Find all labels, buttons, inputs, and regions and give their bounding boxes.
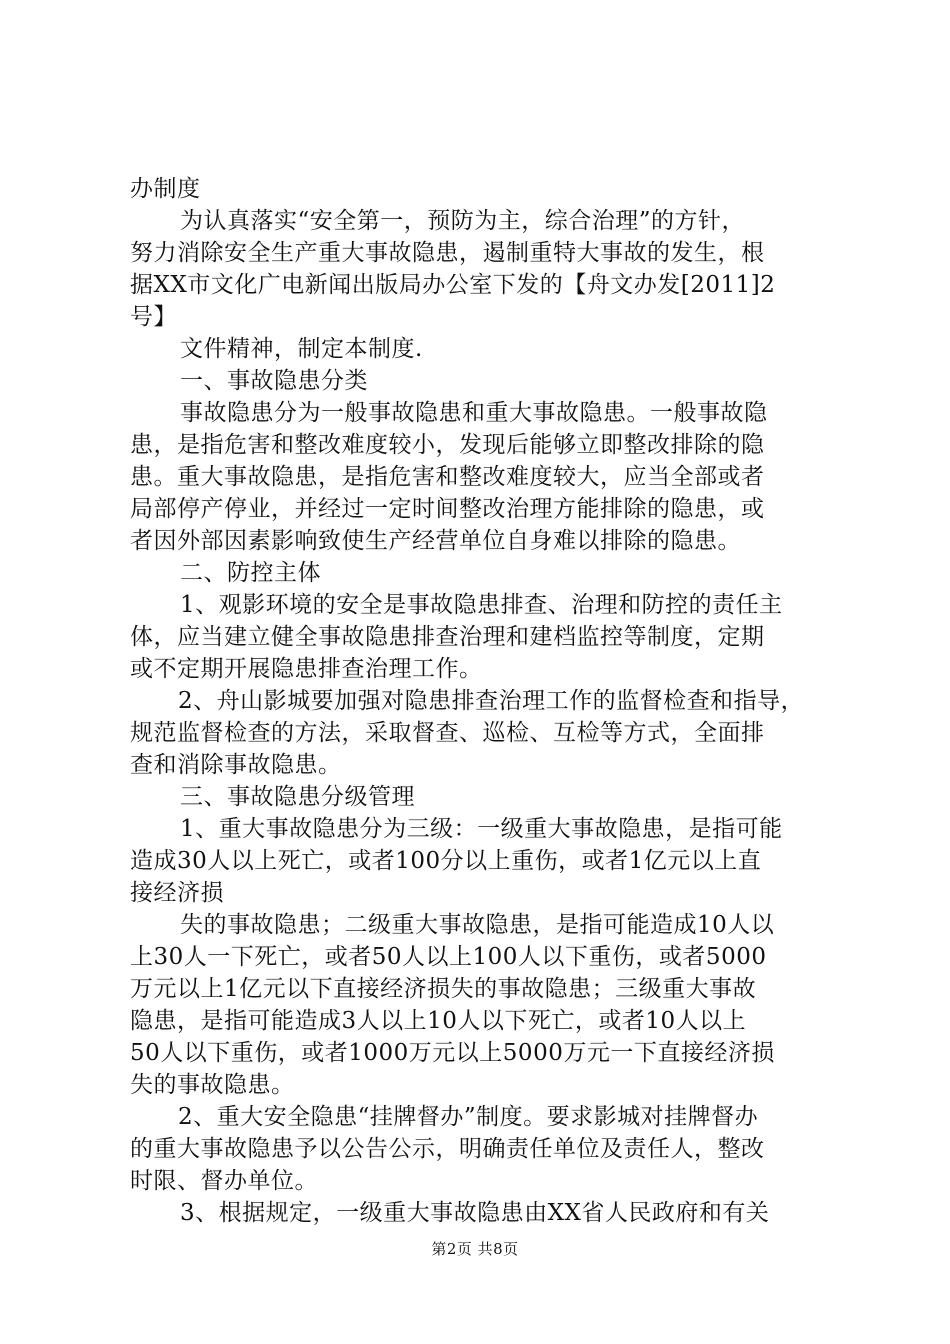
text-line: 失的事故隐患。 [130,1072,295,1098]
text-line: 患，是指危害和整改难度较小，发现后能够立即整改排除的隐 [130,432,765,458]
page-footer: 第2页 共8页 [431,1240,519,1258]
text-line: 1、观影环境的安全是事故隐患排查、治理和防控的责任主 [180,592,783,618]
text-line: 者因外部因素影响致使生产经营单位自身难以排除的隐患。 [130,528,741,554]
text-line: 二、防控主体 [180,560,321,586]
text-line: 办制度 [130,176,201,202]
text-line: 规范监督检查的方法，采取督查、巡检、互检等方式，全面排 [130,720,765,746]
text-line: 或不定期开展隐患排查治理工作。 [130,656,483,682]
text-line: 的重大事故隐患予以公告公示，明确责任单位及责任人，整改 [130,1136,765,1162]
text-line: 2、重大安全隐患“挂牌督办”制度。要求影城对挂牌督办 [178,1104,759,1130]
document-body [130,173,830,1229]
text-line: 时限、督办单位。 [130,1168,318,1194]
text-line: 局部停产停业，并经过一定时间整改治理方能排除的隐患，或 [130,496,765,522]
text-line: 据XX市文化广电新闻出版局办公室下发的【舟文办发[2011]2 [130,272,776,298]
text-line: 隐患，是指可能造成3人以上10人以下死亡，或者10人以上 [130,1008,747,1034]
text-line: 查和消除事故隐患。 [130,752,342,778]
text-line: 失的事故隐患；二级重大事故隐患，是指可能造成10人以 [180,912,775,938]
text-line: 上30人一下死亡，或者50人以上100人以下重伤，或者5000 [130,944,767,970]
text-line: 体，应当建立健全事故隐患排查治理和建档监控等制度，定期 [130,624,765,650]
text-line: 一、事故隐患分类 [180,368,368,394]
text-line: 万元以上1亿元以下直接经济损失的事故隐患；三级重大事故 [130,976,757,1002]
text-line: 1、重大事故隐患分为三级：一级重大事故隐患，是指可能 [180,816,783,842]
text-line: 号】 [130,304,177,330]
text-line: 接经济损 [130,880,224,906]
text-line: 文件精神，制定本制度. [180,336,423,362]
text-line: 事故隐患分为一般事故隐患和重大事故隐患。一般事故隐 [180,400,768,426]
text-line: 造成30人以上死亡，或者100分以上重伤，或者1亿元以上直 [130,848,762,874]
text-line: 三、事故隐患分级管理 [180,784,415,810]
text-line: 2、舟山影城要加强对隐患排查治理工作的监督检查和指导， [178,688,805,714]
text-line: 为认真落实“安全第一，预防为主，综合治理”的方针， [180,208,746,234]
text-line: 患。重大事故隐患，是指危害和整改难度较大，应当全部或者 [130,464,765,490]
text-line: 50人以下重伤，或者1000万元以上5000万元一下直接经济损 [130,1040,775,1066]
text-line: 3、根据规定，一级重大事故隐患由XX省人民政府和有关 [180,1200,770,1226]
text-line: 努力消除安全生产重大事故隐患，遏制重特大事故的发生，根 [130,240,765,266]
